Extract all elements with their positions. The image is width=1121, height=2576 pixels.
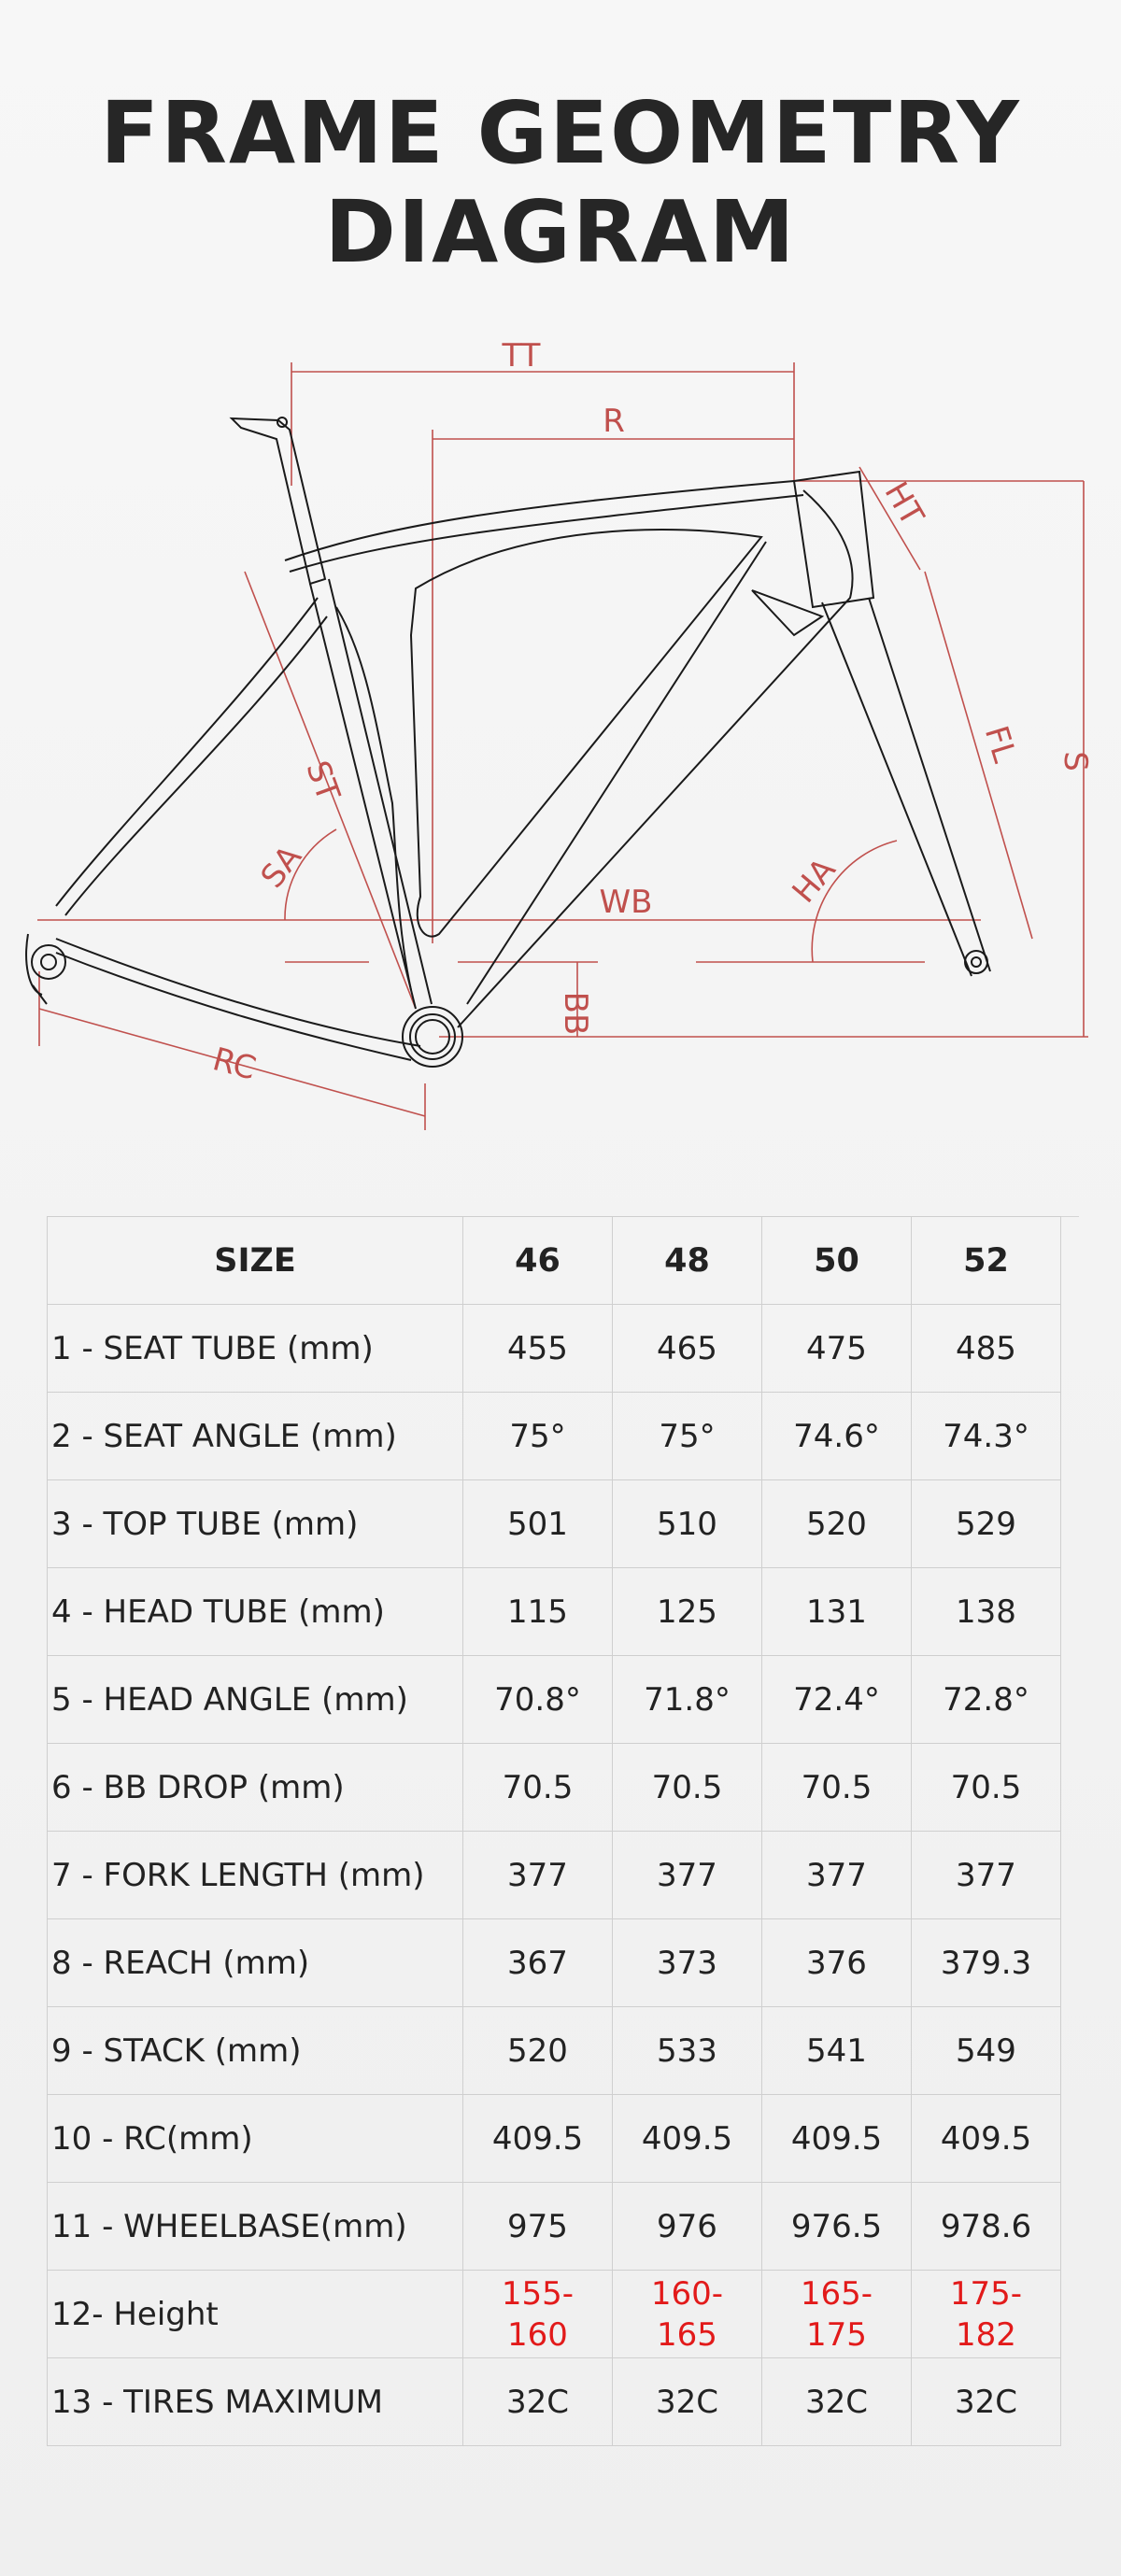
- row-value: 533: [613, 2007, 762, 2095]
- row-label: 8 - REACH (mm): [48, 1919, 463, 2007]
- row-value: 70.5: [463, 1744, 613, 1832]
- row-value: 520: [463, 2007, 613, 2095]
- row-value: 70.5: [613, 1744, 762, 1832]
- row-value: 485: [912, 1305, 1061, 1393]
- row-value: 976: [613, 2183, 762, 2271]
- row-value: 976.5: [762, 2183, 912, 2271]
- label-ht: HT: [876, 475, 931, 532]
- row-value: 549: [912, 2007, 1061, 2095]
- row-label: 7 - FORK LENGTH (mm): [48, 1832, 463, 1919]
- row-value: 131: [762, 1568, 912, 1656]
- row-value: 377: [912, 1832, 1061, 1919]
- row-value: 71.8°: [613, 1656, 762, 1744]
- row-value: 510: [613, 1480, 762, 1568]
- row-label: 12- Height: [48, 2271, 463, 2358]
- frame-geometry-diagram: [0, 336, 1121, 1139]
- row-value: 409.5: [463, 2095, 613, 2183]
- row-value: 409.5: [762, 2095, 912, 2183]
- table-row: [48, 2007, 1061, 2095]
- row-value: 32C: [912, 2358, 1061, 2446]
- row-value: 32C: [463, 2358, 613, 2446]
- table-body: [48, 1305, 1061, 2446]
- row-value: 32C: [762, 2358, 912, 2446]
- row-value: 165- 175: [762, 2271, 912, 2358]
- label-s: S: [1057, 751, 1094, 771]
- label-sa: SA: [253, 838, 310, 896]
- row-value: 409.5: [912, 2095, 1061, 2183]
- label-bb: BB: [557, 991, 594, 1036]
- row-value: 160- 165: [613, 2271, 762, 2358]
- table-row: [48, 1656, 1061, 1744]
- row-value: 541: [762, 2007, 912, 2095]
- table-row: [48, 1393, 1061, 1480]
- row-value: 72.4°: [762, 1656, 912, 1744]
- table-header-row: [48, 1217, 1061, 1305]
- row-value: 367: [463, 1919, 613, 2007]
- title-line-1: FRAME GEOMETRY: [100, 83, 1021, 183]
- row-value: 32C: [613, 2358, 762, 2446]
- table-row: [48, 1744, 1061, 1832]
- row-value: 70.5: [912, 1744, 1061, 1832]
- row-value: 70.8°: [463, 1656, 613, 1744]
- row-value: 455: [463, 1305, 613, 1393]
- table-row: [48, 2183, 1061, 2271]
- row-value: 409.5: [613, 2095, 762, 2183]
- row-value: 175- 182: [912, 2271, 1061, 2358]
- row-value: 115: [463, 1568, 613, 1656]
- row-value: 465: [613, 1305, 762, 1393]
- row-value: 72.8°: [912, 1656, 1061, 1744]
- row-value: 74.3°: [912, 1393, 1061, 1480]
- title-line-2: DIAGRAM: [324, 182, 797, 282]
- row-value: 373: [613, 1919, 762, 2007]
- table-row: [48, 2095, 1061, 2183]
- row-value: 501: [463, 1480, 613, 1568]
- row-value: 74.6°: [762, 1393, 912, 1480]
- bicycle-frame: [26, 418, 990, 1067]
- row-value: 377: [463, 1832, 613, 1919]
- label-wb: WB: [599, 884, 653, 921]
- geometry-table: [47, 1216, 1061, 2446]
- header-size-52: 52: [912, 1217, 1061, 1305]
- table-row: [48, 1480, 1061, 1568]
- table-row: [48, 2358, 1061, 2446]
- row-label: 5 - HEAD ANGLE (mm): [48, 1656, 463, 1744]
- label-fl: FL: [976, 721, 1024, 768]
- row-label: 2 - SEAT ANGLE (mm): [48, 1393, 463, 1480]
- row-label: 13 - TIRES MAXIMUM: [48, 2358, 463, 2446]
- row-label: 10 - RC(mm): [48, 2095, 463, 2183]
- row-value: 377: [762, 1832, 912, 1919]
- header-size: SIZE: [48, 1217, 463, 1305]
- row-value: 138: [912, 1568, 1061, 1656]
- table-row: [48, 1568, 1061, 1656]
- row-value: 376: [762, 1919, 912, 2007]
- row-value: 125: [613, 1568, 762, 1656]
- row-value: 75°: [463, 1393, 613, 1480]
- header-size-50: 50: [762, 1217, 912, 1305]
- row-value: 75°: [613, 1393, 762, 1480]
- row-value: 155- 160: [463, 2271, 613, 2358]
- header-size-46: 46: [463, 1217, 613, 1305]
- row-label: 11 - WHEELBASE(mm): [48, 2183, 463, 2271]
- table-row: [48, 1919, 1061, 2007]
- table-row: [48, 1832, 1061, 1919]
- label-rc: RC: [208, 1040, 261, 1088]
- row-label: 6 - BB DROP (mm): [48, 1744, 463, 1832]
- row-label: 3 - TOP TUBE (mm): [48, 1480, 463, 1568]
- label-tt: TT: [502, 337, 541, 375]
- header-size-48: 48: [613, 1217, 762, 1305]
- row-value: 975: [463, 2183, 613, 2271]
- row-value: 70.5: [762, 1744, 912, 1832]
- row-value: 529: [912, 1480, 1061, 1568]
- row-value: 379.3: [912, 1919, 1061, 2007]
- label-ha: HA: [785, 851, 844, 911]
- row-label: 9 - STACK (mm): [48, 2007, 463, 2095]
- table-row: [48, 1305, 1061, 1393]
- row-label: 4 - HEAD TUBE (mm): [48, 1568, 463, 1656]
- row-value: 377: [613, 1832, 762, 1919]
- table-row: [48, 2271, 1061, 2358]
- row-value: 520: [762, 1480, 912, 1568]
- page-title: [0, 84, 1121, 282]
- row-value: 978.6: [912, 2183, 1061, 2271]
- label-r: R: [603, 403, 625, 440]
- row-label: 1 - SEAT TUBE (mm): [48, 1305, 463, 1393]
- label-st: ST: [298, 756, 348, 806]
- row-value: 475: [762, 1305, 912, 1393]
